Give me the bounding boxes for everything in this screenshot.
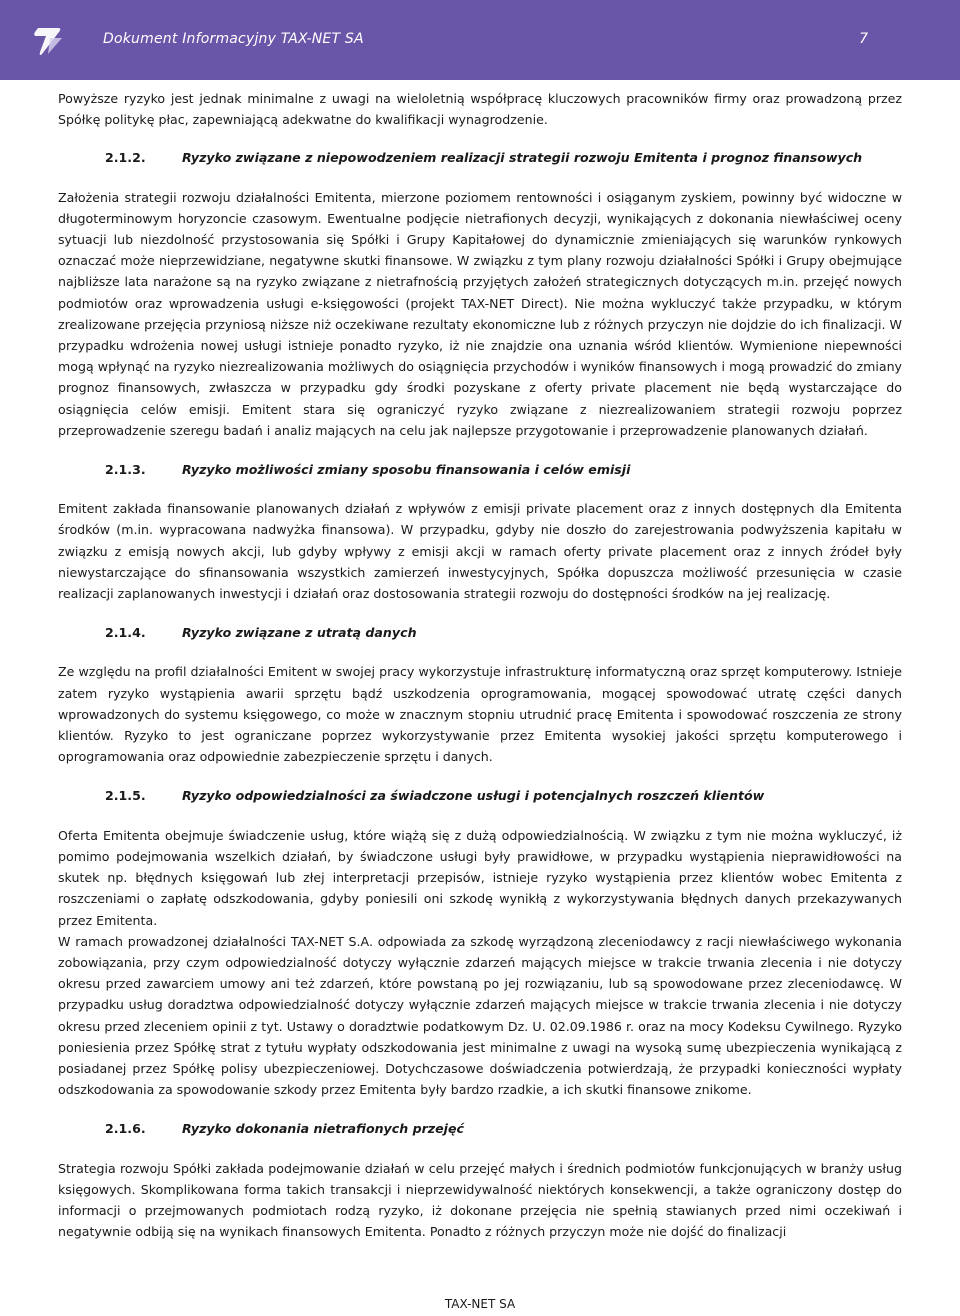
- section-heading: [58, 459, 902, 480]
- page-number: 7: [859, 31, 868, 47]
- section-title: Ryzyko dokonania nietrafionych przejęć: [182, 1121, 465, 1137]
- section-heading: [58, 622, 902, 643]
- section-title: Ryzyko związane z utratą danych: [182, 625, 417, 641]
- body-paragraph: Strategia rozwoju Spółki zakłada podejmowanie działań w celu przejęć małych i średnich podmiotów funkcjonujących w branży usług księgowych. Skomplikowana forma takich transakcji i nieprzewidywalność niektórych konsekwencji, a także ograniczony dostęp do informacji o przejmowanych podmiotach rodzą ryzyko, iż dokonane przejęcia nie spełnią stawianych przed nimi oczekiwań i negatywnie odbiją się na wynikach finansowych Emitenta. Ponadto z różnych przyczyn może nie dojść do finalizacji: [58, 1160, 902, 1240]
- body-paragraph: Założenia strategii rozwoju działalności Emitenta, mierzone poziomem rentowności i osiąganym zyskiem, powinny być widoczne w długoterminowym horyzoncie czasowym. Ewentualne podjęcie nietrafionych decyzji, wynikających z dokonania niewłaściwej oceny sytuacji lub niezdolność przystosowania się Spółki i Grupy Kapitałowej do dynamicznie zmieniających się warunków rynkowych oznaczać może nieprzewidziane, negatywne skutki finansowe. W związku z tym plany rozwoju działalności Spółki i Grupy obejmujące najbliższe lata narażone są na ryzyko związane z nietrafnością przyjętych założeń strategicznych dotyczących m.in. przejęć nowych podmiotów oraz wprowadzenia usługi e-księgowości (projekt TAX-NET Direct). Nie można wykluczyć także przypadku, w którym zrealizowane przejęcia przyniosą niższe niż oczekiwane rezultaty ekonomiczne lub z różnych przyczyn nie dojdzie do ich finalizacji. W przypadku wdrożenia nowej usługi istnieje ponadto ryzyko, iż nie znajdzie ona uznania wśród klientów. Wymienione niepewności mogą wpłynąć na ryzyko niezrealizowania możliwych do osiągnięcia przychodów i wyników finansowych i mogą prowadzić do zmiany prognoz finansowych, zwłaszcza w przypadku gdy środki pozyskane z oferty private placement nie będą wystarczające do osiągnięcia celów emisji. Emitent stara się ograniczyć ryzyko związane z niezrealizowaniem strategii rozwoju poprzez przeprowadzenie szeregu badań i analiz mających na celu jak najlepsze przygotowanie i przeprowadzenie planowanych działań.: [58, 189, 902, 438]
- body-paragraph: Ze względu na profil działalności Emitent w swojej pracy wykorzystuje infrastrukturę informatyczną oraz sprzęt komputerowy. Istnieje zatem ryzyko wystąpienia awarii sprzętu bądź uszkodzenia oprogramowania, mogącej spowodować utratę części danych wprowadzonych do systemu księgowego, co może w znacznym stopniu utrudnić pracę Emitenta i spowodować roszczenia ze strony klientów. Ryzyko to jest ograniczane poprzez wykorzystywanie przez Emitenta wysokiej jakości sprzętu komputerowego i oprogramowania oraz odpowiednie zabezpieczenie sprzętu i danych.: [58, 664, 902, 765]
- body-paragraph: Emitent zakłada finansowanie planowanych działań z wpływów z emisji private placement oraz z innych dostępnych dla Emitenta środków (m.in. wypracowana nadwyżka finansowa). W przypadku, gdyby nie doszło do zarejestrowania podwyższenia kapitału w związku z emisją nowych akcji, lub gdyby wpływy z emisji akcji w ramach oferty private placement oraz z innych źródeł były niewystarczające do sfinansowania wszystkich zamierzeń inwestycyjnych, Spółka dopuszcza możliwość przesunięcia w czasie realizacji zaplanowanych inwestycji i działań oraz dostosowania strategii rozwoju do dostępności środków na jej realizację.: [58, 501, 902, 602]
- document-title: Dokument Informacyjny TAX-NET SA: [103, 31, 364, 47]
- section-number: 2.1.2.: [105, 150, 146, 166]
- section-heading: [58, 1118, 902, 1139]
- body-paragraph: Oferta Emitenta obejmuje świadczenie usług, które wiążą się z dużą odpowiedzialnością. W związku z tym nie można wykluczyć, iż pomimo podejmowania wszelkich działań, by świadczone usługi były prawidłowe, w przypadku wystąpienia nieprawidłowości na skutek np. błędnych księgowań lub złej interpretacji przepisów, istnieje ryzyko wystąpienia przez klientów wobec Emitenta z roszczeniami o zapłatę odszkodowania, gdyby poniesili oni szkodę wynikłą z wykorzystywania błędnych danych przekazywanych przez Emitenta.: [58, 827, 902, 928]
- section-heading: [58, 785, 902, 806]
- section-number: 2.1.6.: [105, 1121, 146, 1137]
- section-title: Ryzyko związane z niepowodzeniem realizacji strategii rozwoju Emitenta i prognoz finansowych: [182, 150, 863, 166]
- section-number: 2.1.3.: [105, 462, 146, 478]
- page-header: [0, 0, 960, 80]
- tax-net-logo-icon: [28, 22, 68, 58]
- section-title: Ryzyko odpowiedzialności za świadczone usługi i potencjalnych roszczeń klientów: [182, 788, 765, 804]
- section-number: 2.1.4.: [105, 625, 146, 641]
- body-paragraph: W ramach prowadzonej działalności TAX-NET S.A. odpowiada za szkodę wyrządzoną zleceniodawcy z racji niewłaściwego wykonania zobowiązania, przy czym odpowiedzialność dotyczy wyłącznie zdarzeń mających miejsce w trakcie trwania zlecenia i nie dotyczy okresu przed zawarciem umowy ani też zdarzeń, które powstaną po jej rozwiązaniu, lub są spowodowane przez zleceniodawcę. W przypadku usług doradztwa odpowiedzialność dotyczy wyłącznie zdarzeń mających miejsce w trakcie trwania zlecenia i nie dotyczy okresu przed zleceniem opinii z tyt. Ustawy o doradztwie podatkowym Dz. U. 02.09.1986 r. oraz na mocy Kodeksu Cywilnego. Ryzyko poniesienia przez Spółkę strat z tytułu wypłaty odszkodowania jest minimalne z uwagi na wysoką sumę ubezpieczenia wynikającą z posiadanej przez Spółkę polisy ubezpieczeniowej. Dotychczasowe doświadczenia potwierdzają, że przypadki konieczności wypłaty odszkodowania za spowodowanie szkody przez Emitenta były bardzo rzadkie, a ich skutki finansowe znikome.: [58, 933, 902, 1098]
- page-footer: TAX-NET SA: [444, 1297, 516, 1311]
- section-heading: [58, 147, 902, 168]
- section-number: 2.1.5.: [105, 788, 146, 804]
- section-title: Ryzyko możliwości zmiany sposobu finansowania i celów emisji: [182, 462, 631, 478]
- document-body: [58, 88, 902, 1242]
- intro-paragraph: Powyższe ryzyko jest jednak minimalne z uwagi na wieloletnią współpracę kluczowych pracowników firmy oraz prowadzoną przez Spółkę politykę płac, zapewniającą adekwatne do kwalifikacji wynagrodzenie.: [58, 91, 902, 128]
